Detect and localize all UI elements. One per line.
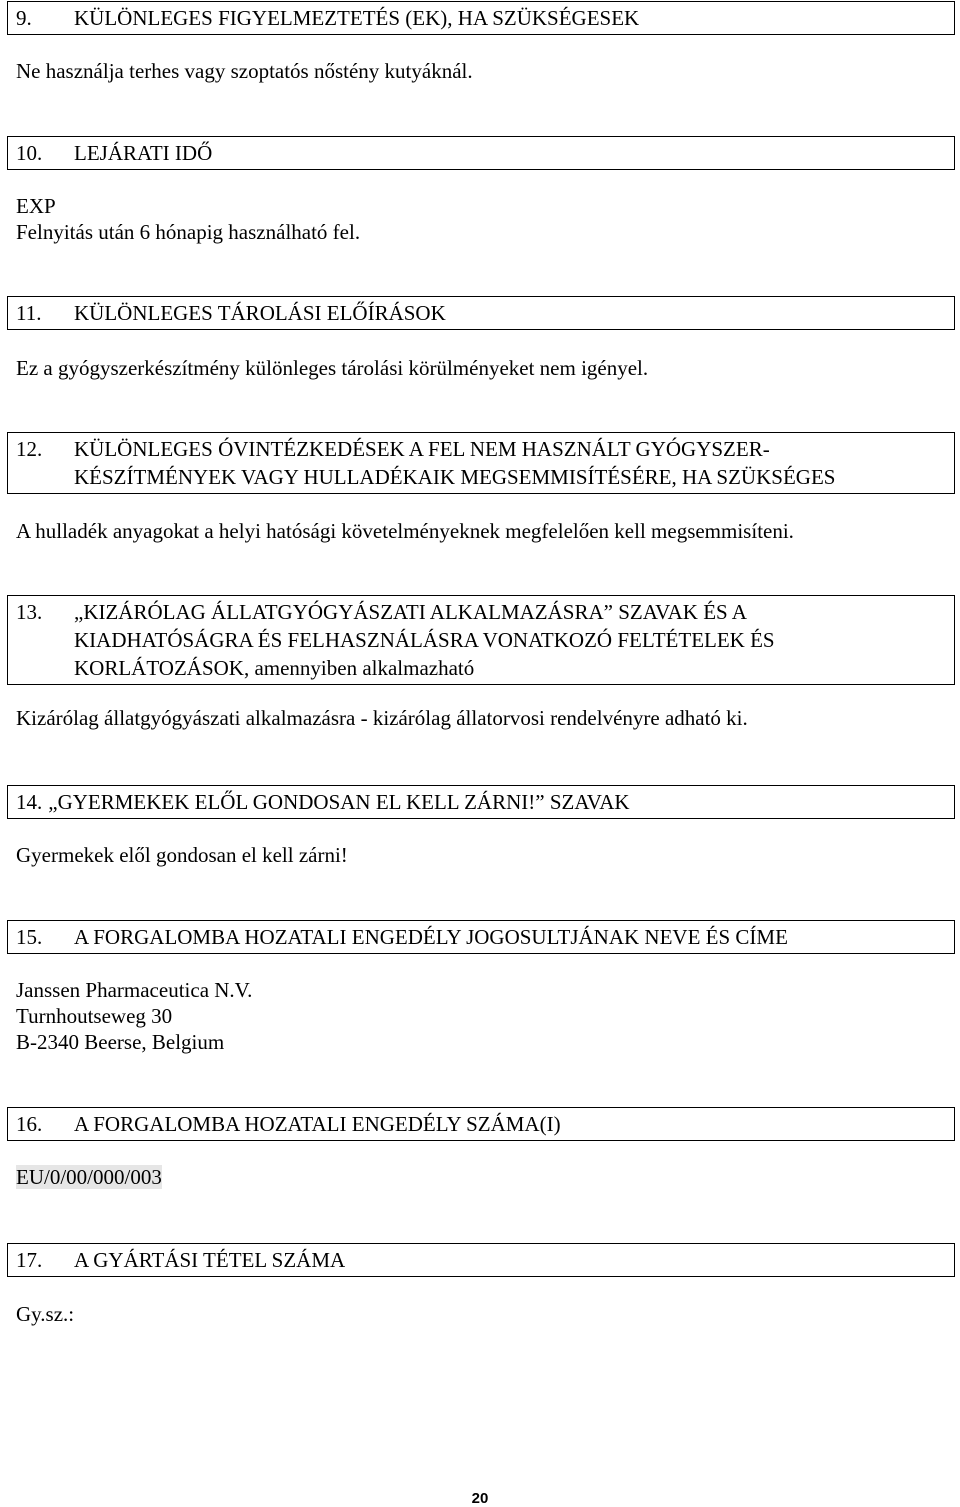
section-11-heading (7, 296, 955, 330)
section-10-text-2: Felnyitás után 6 hónapig használható fel. (16, 220, 361, 244)
section-14-text: Gyermekek elől gondosan el kell zárni! (16, 843, 348, 867)
section-16-heading (7, 1107, 955, 1141)
section-17-heading (7, 1243, 955, 1277)
authorization-number: EU/0/00/000/003 (16, 1165, 162, 1189)
section-number: 10. (16, 141, 43, 165)
section-title: A FORGALOMBA HOZATALI ENGEDÉLY JOGOSULTJÁNAK NEVE ÉS CÍME (74, 925, 788, 949)
page-number: 20 (471, 1490, 489, 1507)
section-number: 13. (16, 600, 43, 624)
section-17-text: Gy.sz.: (16, 1302, 75, 1326)
section-10-text-1: EXP (16, 194, 56, 218)
section-15-text-1: Janssen Pharmaceutica N.V. (16, 978, 253, 1002)
section-title-line-1: „KIZÁRÓLAG ÁLLATGYÓGYÁSZATI ALKALMAZÁSRA” SZAVAK ÉS A (74, 600, 747, 624)
section-13-heading (7, 595, 955, 685)
section-number: 16. (16, 1112, 43, 1136)
section-number: 9. (16, 6, 32, 30)
section-title: LEJÁRATI IDŐ (74, 141, 213, 165)
section-10-heading (7, 136, 955, 170)
section-title: „GYERMEKEK ELŐL GONDOSAN EL KELL ZÁRNI!” SZAVAK (48, 790, 630, 814)
section-12-text: A hulladék anyagokat a helyi hatósági követelményeknek megfelelően kell megsemmisíteni. (16, 519, 794, 543)
section-title: KÜLÖNLEGES TÁROLÁSI ELŐÍRÁSOK (74, 301, 446, 325)
section-16-text (16, 1164, 162, 1190)
section-title-line-2: KÉSZÍTMÉNYEK VAGY HULLADÉKAIK MEGSEMMISÍTÉSÉRE, HA SZÜKSÉGES (74, 465, 836, 489)
section-title-line-1: KÜLÖNLEGES ÓVINTÉZKEDÉSEK A FEL NEM HASZNÁLT GYÓGYSZER- (74, 437, 770, 461)
section-12-heading (7, 432, 955, 494)
section-15-text-2: Turnhoutseweg 30 (16, 1004, 173, 1028)
section-title-line-3: KORLÁTOZÁSOK, amennyiben alkalmazható (74, 656, 475, 680)
section-number: 17. (16, 1248, 43, 1272)
section-11-text: Ez a gyógyszerkészítmény különleges tárolási körülményeket nem igényel. (16, 356, 649, 380)
section-15-heading (7, 920, 955, 954)
section-title-line-2: KIADHATÓSÁGRA ÉS FELHASZNÁLÁSRA VONATKOZÓ FELTÉTELEK ÉS (74, 628, 775, 652)
section-title: A FORGALOMBA HOZATALI ENGEDÉLY SZÁMA(I) (74, 1112, 561, 1136)
section-number: 11. (16, 301, 42, 325)
section-number: 14. (16, 790, 43, 814)
section-title: A GYÁRTÁSI TÉTEL SZÁMA (74, 1248, 346, 1272)
section-13-text: Kizárólag állatgyógyászati alkalmazásra - kizárólag állatorvosi rendelvényre adható ki. (16, 706, 748, 730)
section-14-heading (7, 785, 955, 819)
section-9-heading (7, 1, 955, 35)
section-title: KÜLÖNLEGES FIGYELMEZTETÉS (EK), HA SZÜKSÉGESEK (74, 6, 640, 30)
section-9-text: Ne használja terhes vagy szoptatós nőstény kutyáknál. (16, 59, 473, 83)
section-number: 12. (16, 437, 43, 461)
section-number: 15. (16, 925, 43, 949)
section-15-text-3: B-2340 Beerse, Belgium (16, 1030, 225, 1054)
